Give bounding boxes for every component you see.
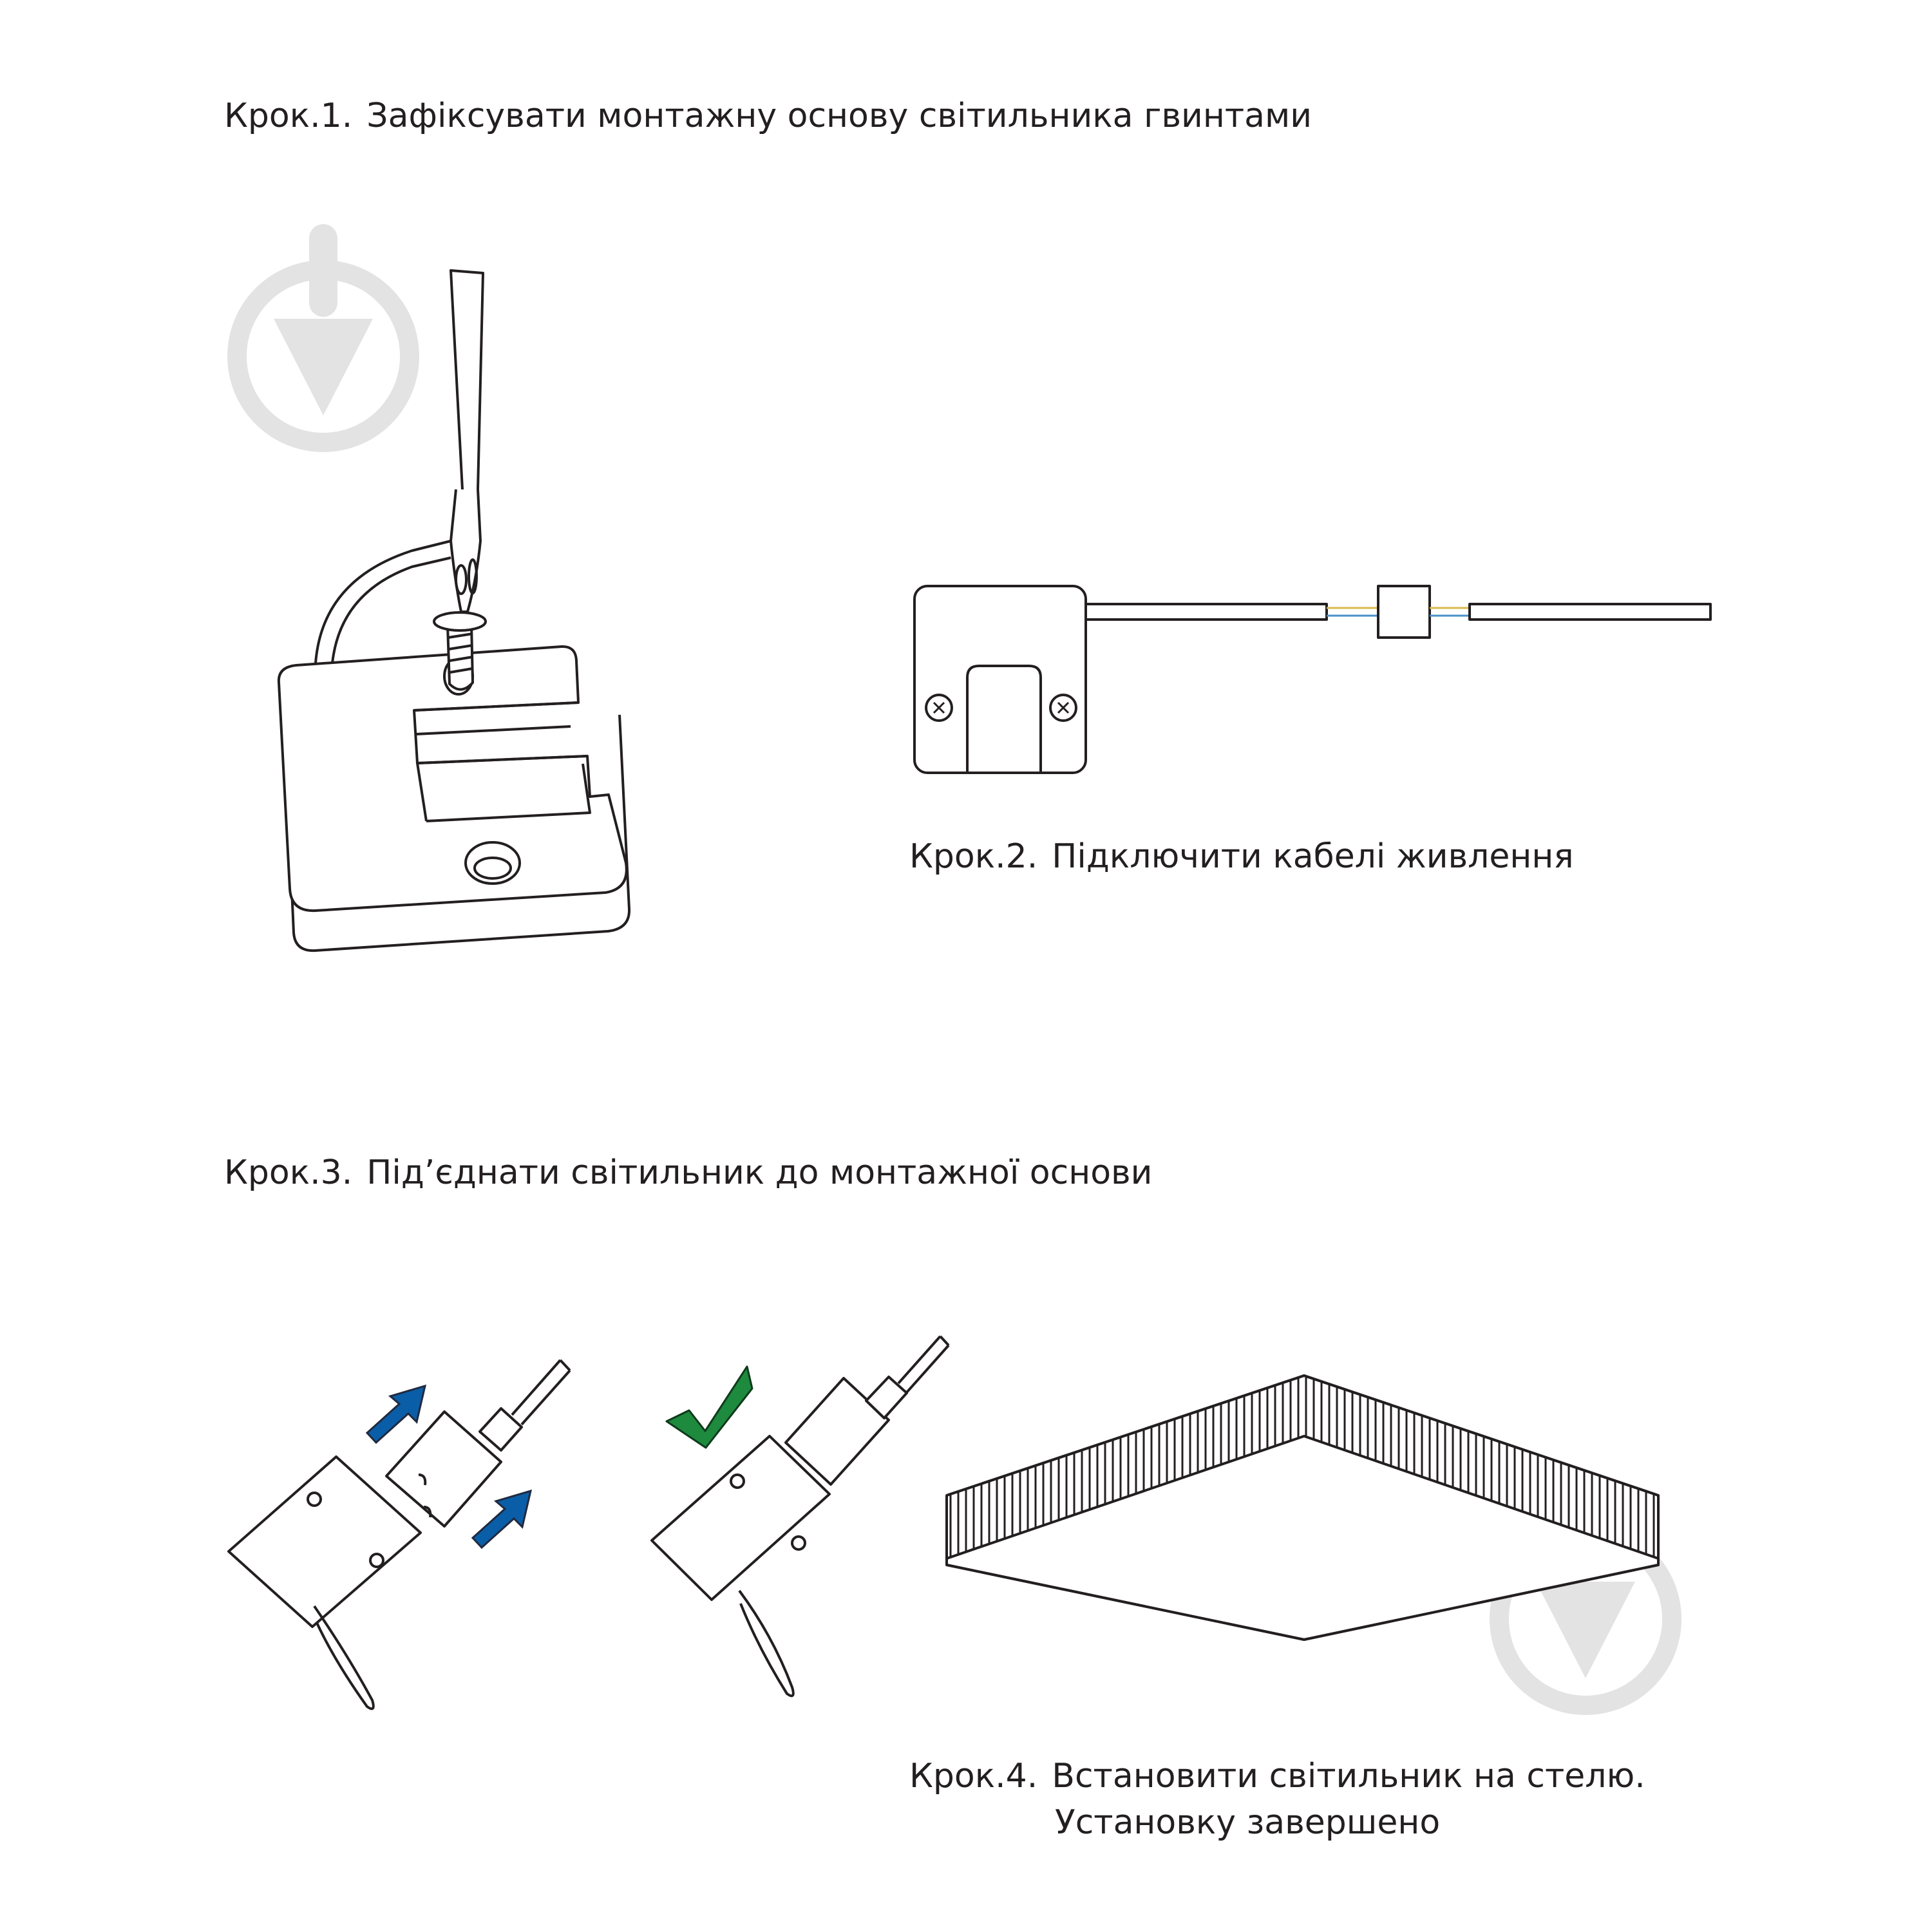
green-check-icon <box>667 1367 752 1448</box>
cable-right <box>1470 604 1710 620</box>
blue-arrow-icon <box>367 1386 425 1443</box>
screwdriver-icon <box>451 270 483 612</box>
screw-hole <box>466 842 520 884</box>
download-arrow-icon <box>237 238 410 442</box>
step-1-text: Зафіксувати монтажну основу світильника гвинтами <box>366 97 1312 135</box>
step-2-figure <box>914 586 1710 773</box>
mount-block-connected <box>652 1336 949 1696</box>
step-4-text-2: Установку завершено <box>1055 1803 1441 1842</box>
cable-connector <box>1378 586 1430 638</box>
cable-left <box>1086 604 1327 620</box>
step-3-figure <box>229 1336 949 1709</box>
step-3-number: Крок.3. <box>224 1153 353 1192</box>
step-3-text: Під’єднати світильник до монтажної основи <box>366 1153 1153 1192</box>
junction-box <box>914 586 1086 773</box>
step-4-text: Встановити світильник на стелю. <box>1052 1757 1645 1795</box>
step-2-text: Підключити кабелі живлення <box>1052 837 1574 876</box>
step-4-number: Крок.4. <box>909 1757 1038 1795</box>
step-2-number: Крок.2. <box>909 837 1038 876</box>
step-1-number: Крок.1. <box>224 97 353 135</box>
blue-arrow-icon <box>473 1491 531 1548</box>
